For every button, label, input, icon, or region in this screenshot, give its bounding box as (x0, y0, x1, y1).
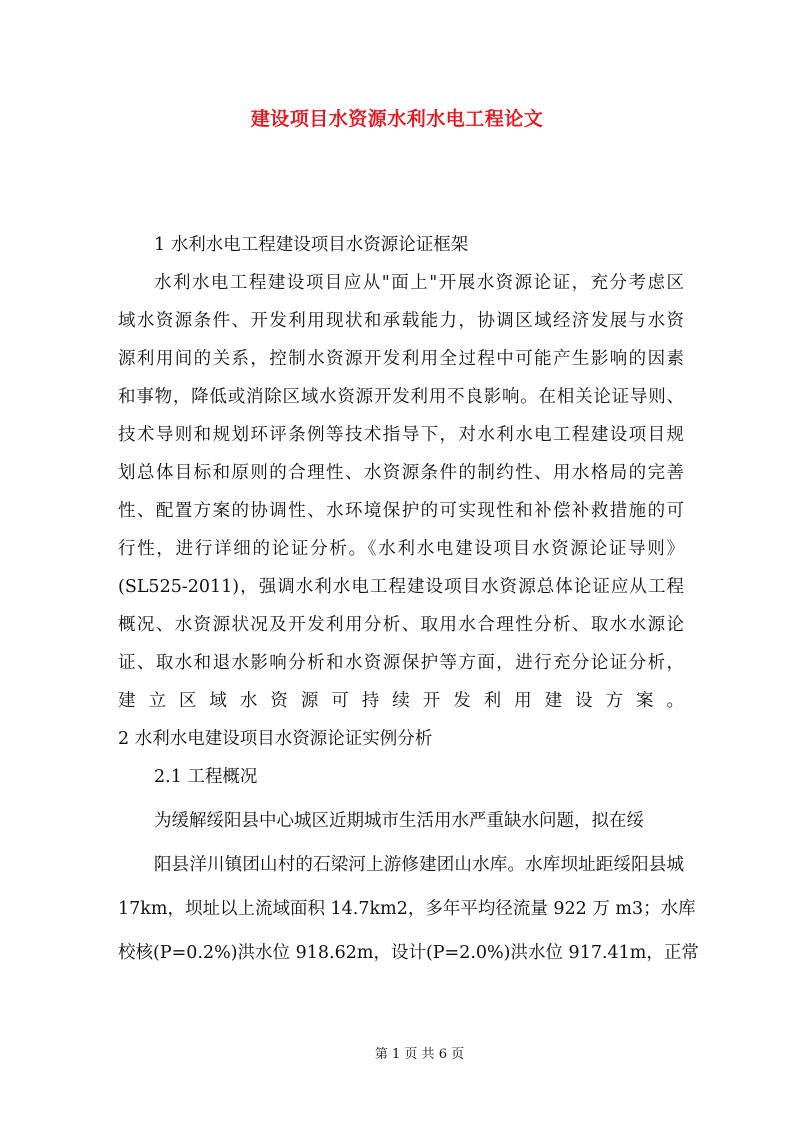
paragraph-line: 源利用间的关系，控制水资源开发利用全过程中可能产生影响的因素 (118, 349, 684, 369)
paragraph-line: 概况、水资源状况及开发利用分析、取用水合理性分析、取水水源论 (118, 615, 684, 635)
paragraph-line: 阳县洋川镇团山村的石梁河上游修建团山水库。水库坝址距绥阳县城 (154, 855, 684, 875)
section-heading-1: 1 水利水电工程建设项目水资源论证框架 (154, 235, 469, 255)
document-title: 建设项目水资源水利水电工程论文 (250, 108, 544, 130)
paragraph-line: 技术导则和规划环评条例等技术指导下，对水利水电工程建设项目规 (118, 425, 684, 445)
page-number: 第 1 页 共 6 页 (374, 1047, 465, 1062)
paragraph-line: 建立区域水资源可持续开发利用建设方案。 (118, 691, 684, 711)
paragraph-line: 性、配置方案的协调性、水环境保护的可实现性和补偿补救措施的可 (118, 501, 684, 521)
subsection-heading-2-1: 为缓解绥阳县中心城区近期城市生活用水严重缺水问题，拟在绥 (154, 811, 644, 831)
paragraph-line: 和事物，降低或消除区域水资源开发利用不良影响。在相关论证导则、 (118, 387, 684, 407)
paragraph-line: 2 水利水电建设项目水资源论证实例分析 (118, 729, 433, 749)
paragraph-line: 校核(P=0.2%)洪水位 918.62m，设计(P=2.0%)洪水位 917.41m，正常 (118, 943, 699, 963)
paragraph-line: 17km，坝址以上流域面积 14.7km2，多年平均径流量 922 万 m3；水库 (118, 899, 696, 919)
paragraph-line: 划总体目标和原则的合理性、水资源条件的制约性、用水格局的完善 (118, 463, 684, 483)
paragraph-line: 行性，进行详细的论证分析。《水利水电建设项目水资源论证导则》 (118, 539, 684, 559)
paragraph-line: 水利水电工程建设项目应从"面上"开展水资源论证，充分考虑区 (154, 273, 684, 293)
section-heading-2: 2.1 工程概况 (154, 767, 258, 787)
paragraph-line: (SL525-2011)，强调水利水电工程建设项目水资源总体论证应从工程 (118, 577, 684, 597)
paragraph-line: 证、取水和退水影响分析和水资源保护等方面，进行充分论证分析， (118, 653, 684, 673)
paragraph-line: 域水资源条件、开发利用现状和承载能力，协调区域经济发展与水资 (118, 311, 684, 331)
